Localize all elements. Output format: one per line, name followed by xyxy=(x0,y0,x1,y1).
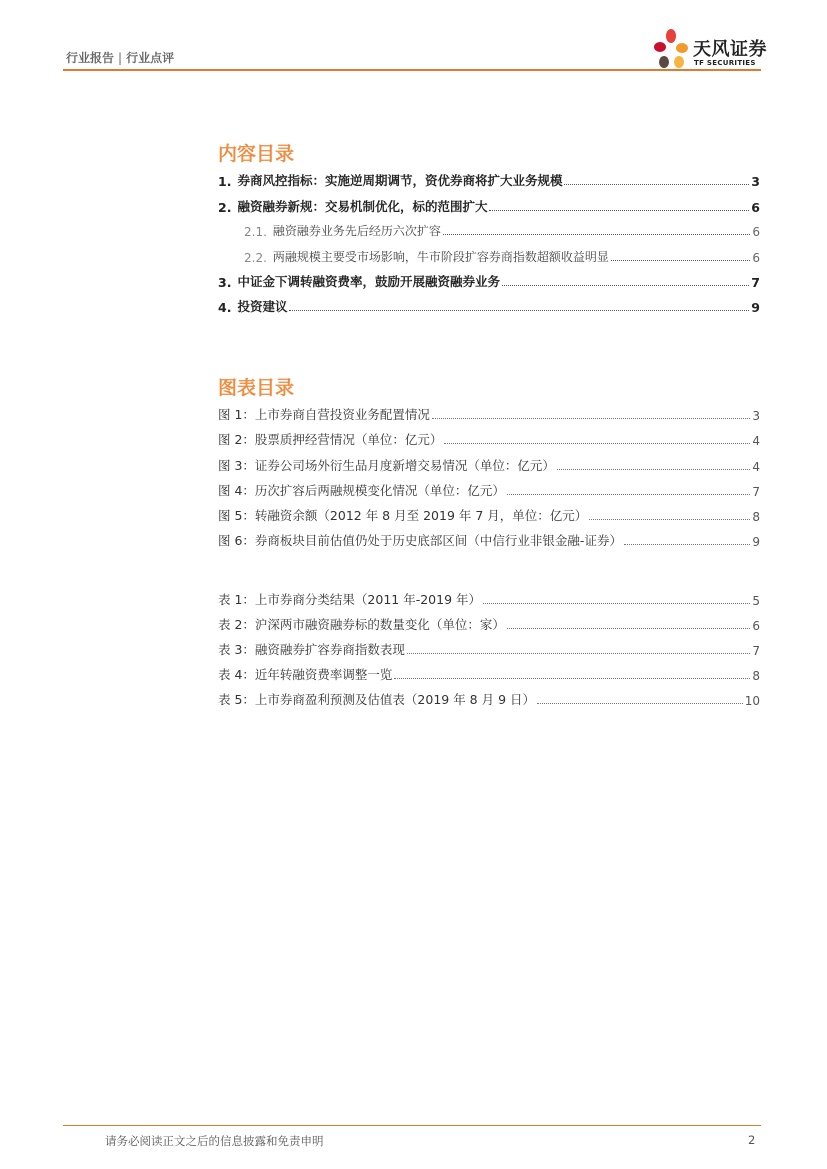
table-page: 8 xyxy=(752,669,760,683)
figure-leader-dots xyxy=(557,469,750,470)
toc-item-page: 6 xyxy=(752,251,760,265)
toc-leader-dots xyxy=(564,184,749,185)
toc-item-label: 投资建议 xyxy=(237,299,288,314)
toc-item-label: 融资融券新规：交易机制优化，标的范围扩大 xyxy=(237,199,488,214)
table-leader-dots xyxy=(394,678,750,679)
table-item-4[interactable] xyxy=(218,663,760,683)
table-item-1[interactable] xyxy=(218,588,760,608)
figure-label: 图 6：券商板块目前估值仍处于历史底部区间（中信行业非银金融-证券） xyxy=(218,533,622,548)
figure-leader-dots xyxy=(432,418,750,419)
figure-label: 图 2：股票质押经营情况（单位：亿元） xyxy=(218,432,443,447)
toc-item-page: 6 xyxy=(752,225,760,239)
figure-page: 4 xyxy=(752,434,760,448)
toc-item-number: 2.2. xyxy=(244,251,267,265)
logo-mark-icon xyxy=(651,28,691,72)
toc-item-label: 中证金下调转融资费率，鼓励开展融资融券业务 xyxy=(237,274,500,289)
figure-leader-dots xyxy=(444,443,750,444)
table-page: 10 xyxy=(744,694,760,708)
table-label: 表 2：沪深两市融资融券标的数量变化（单位：家） xyxy=(218,617,505,632)
table-item-3[interactable] xyxy=(218,638,760,658)
table-page: 5 xyxy=(752,594,760,608)
table-leader-dots xyxy=(537,703,743,704)
toc-leader-dots xyxy=(489,210,749,211)
category-label: 行业报告 xyxy=(66,51,115,65)
toc-item-number: 2.1. xyxy=(244,225,267,239)
figure-page: 9 xyxy=(752,535,760,549)
table-item-2[interactable] xyxy=(218,613,760,633)
report-category xyxy=(66,49,174,66)
toc-leader-dots xyxy=(611,260,750,261)
toc-item-2-2[interactable] xyxy=(244,245,760,265)
page-number: 2 xyxy=(748,1133,756,1147)
figures-title: 图表目录 xyxy=(218,377,295,399)
toc-item-number: 2. xyxy=(218,200,232,215)
table-label: 表 5：上市券商盈利预测及估值表（2019 年 8 月 9 日） xyxy=(218,692,536,707)
figure-label: 图 5：转融资余额（2012 年 8 月至 2019 年 7 月，单位：亿元） xyxy=(218,508,588,523)
toc-item-4[interactable] xyxy=(218,295,760,315)
table-leader-dots xyxy=(507,628,750,629)
toc-item-page: 3 xyxy=(751,174,760,189)
figure-item-1[interactable] xyxy=(218,403,760,423)
toc-item-number: 1. xyxy=(218,174,232,189)
figure-item-3[interactable] xyxy=(218,454,760,474)
toc-leader-dots xyxy=(502,285,749,286)
company-logo xyxy=(651,28,766,72)
figure-page: 3 xyxy=(752,409,760,423)
figure-item-6[interactable] xyxy=(218,529,760,549)
figure-leader-dots xyxy=(589,519,750,520)
footer-divider xyxy=(63,1125,761,1126)
toc-item-label: 融资融券业务先后经历六次扩容 xyxy=(272,224,441,238)
table-leader-dots xyxy=(407,653,750,654)
figure-item-4[interactable] xyxy=(218,479,760,499)
logo-subtitle: TF SECURITIES xyxy=(694,59,756,67)
subcategory-label: 行业点评 xyxy=(126,51,175,65)
toc-item-2-1[interactable] xyxy=(244,219,760,239)
figure-page: 7 xyxy=(752,485,760,499)
toc-item-page: 6 xyxy=(751,200,760,215)
header-divider xyxy=(63,69,761,71)
toc-item-2[interactable] xyxy=(218,195,760,215)
table-label: 表 3：融资融券扩容券商指数表现 xyxy=(218,642,405,657)
figure-leader-dots xyxy=(624,544,750,545)
table-item-5[interactable] xyxy=(218,688,760,708)
toc-leader-dots xyxy=(443,234,750,235)
toc-title: 内容目录 xyxy=(218,143,295,165)
table-leader-dots xyxy=(483,603,750,604)
toc-item-number: 3. xyxy=(218,275,232,290)
table-page: 7 xyxy=(752,644,760,658)
toc-item-number: 4. xyxy=(218,300,232,315)
toc-item-1[interactable] xyxy=(218,169,760,189)
toc-item-page: 7 xyxy=(751,275,760,290)
logo-name: 天风证券 xyxy=(693,39,767,60)
toc-item-3[interactable] xyxy=(218,270,760,290)
toc-item-page: 9 xyxy=(751,300,760,315)
figure-item-5[interactable] xyxy=(218,504,760,524)
figure-page: 4 xyxy=(752,460,760,474)
table-label: 表 4：近年转融资费率调整一览 xyxy=(218,667,393,682)
table-label: 表 1：上市券商分类结果（2011 年-2019 年） xyxy=(218,592,482,607)
toc-item-label: 券商风控指标：实施逆周期调节，资优券商将扩大业务规模 xyxy=(237,173,563,188)
toc-leader-dots xyxy=(289,310,749,311)
figure-label: 图 3：证券公司场外衍生品月度新增交易情况（单位：亿元） xyxy=(218,458,555,473)
table-page: 6 xyxy=(752,619,760,633)
figure-label: 图 1：上市券商自营投资业务配置情况 xyxy=(218,407,430,422)
toc-item-label: 两融规模主要受市场影响，牛市阶段扩容券商指数超额收益明显 xyxy=(272,250,609,264)
category-separator: | xyxy=(118,51,123,65)
figure-label: 图 4：历次扩容后两融规模变化情况（单位：亿元） xyxy=(218,483,505,498)
figure-page: 8 xyxy=(752,510,760,524)
footer-disclaimer: 请务必阅读正文之后的信息披露和免责申明 xyxy=(105,1134,324,1148)
figure-leader-dots xyxy=(507,494,750,495)
figure-item-2[interactable] xyxy=(218,428,760,448)
